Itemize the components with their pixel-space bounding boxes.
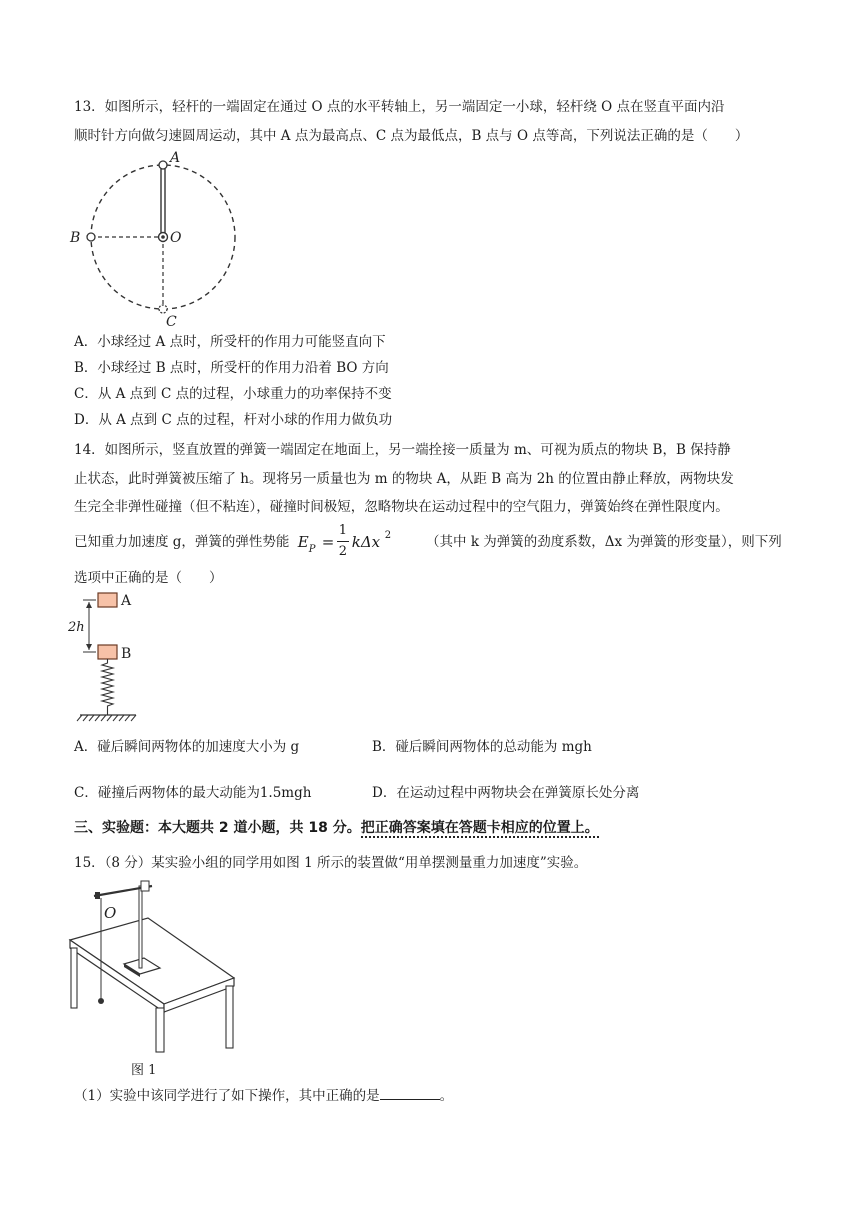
q15-pendulum-apparatus-figure	[68, 878, 243, 1053]
section3-emphasis: 把正确答案填在答题卡相应的位置上。	[360, 820, 599, 836]
q13-label-o: O	[170, 230, 182, 246]
q14-stem-line2: 止状态，此时弹簧被压缩了 h。现将另一质量也为 m 的物块 A，从距 B 高为 2h 的位置由静止释放，两物块发	[74, 471, 734, 487]
q15-figure-caption: 图 1	[131, 1063, 157, 1078]
q15-sub1-end: 。	[439, 1088, 454, 1104]
q15-stem: 15．（8 分）某实验小组的同学用如图 1 所示的装置做“用单摆测量重力加速度”实验。	[74, 855, 588, 871]
q15-sub1-answer-blank[interactable]	[380, 1087, 440, 1100]
formula-eq: =	[321, 533, 335, 551]
formula-den: 2	[338, 544, 348, 559]
formula-num: 1	[338, 523, 348, 538]
q14-stem-line4-pre: 已知重力加速度 g，弹簧的弹性势能	[74, 534, 290, 550]
elastic-energy-formula	[294, 523, 422, 559]
q14-option-a: A．碰后瞬间两物体的加速度大小为 g	[74, 739, 300, 755]
q14-label-a: A	[121, 593, 132, 609]
q14-stem-line4-post: （其中 k 为弹簧的劲度系数，Δx 为弹簧的形变量），则下列	[426, 534, 782, 550]
q13-label-c: C	[166, 314, 177, 330]
q15-sub1-text: （1）实验中该同学进行了如下操作，其中正确的是	[74, 1088, 380, 1104]
q14-stem-line1: 14．如图所示，竖直放置的弹簧一端固定在地面上，另一端拴接一质量为 m、可视为质点的物块 B，B 保持静	[74, 442, 731, 458]
q13-label-a: A	[170, 150, 181, 166]
section3-title: 三、实验题：本大题共 2 道小题，共 18 分。	[74, 820, 361, 836]
q15-subquestion-1	[74, 1086, 453, 1106]
q14-option-c: C．碰撞后两物体的最大动能为1.5mgh	[74, 785, 312, 801]
section3-heading	[74, 818, 599, 838]
q14-option-d: D．在运动过程中两物块会在弹簧原长处分离	[372, 785, 640, 801]
q13-option-d: D．从 A 点到 C 点的过程，杆对小球的作用力做负功	[74, 412, 393, 428]
formula-lhs: E	[297, 533, 309, 551]
q13-label-b: B	[70, 230, 81, 246]
q13-stem-line2: 顺时针方向做匀速圆周运动，其中 A 点为最高点、C 点为最低点，B 点与 O 点等高，下列说法正确的是（ ）	[74, 128, 749, 144]
q13-option-c: C．从 A 点到 C 点的过程，小球重力的功率保持不变	[74, 386, 392, 402]
formula-rhs: kΔx	[351, 533, 381, 551]
q14-option-b: B．碰后瞬间两物体的总动能为 mgh	[372, 739, 592, 755]
q13-option-a: A．小球经过 A 点时，所受杆的作用力可能竖直向下	[74, 334, 386, 350]
q13-stem-line1: 13．如图所示，轻杆的一端固定在通过 O 点的水平转轴上，另一端固定一小球，轻杆绕 O 点在竖直平面内沿	[74, 99, 725, 115]
formula-sub: P	[308, 544, 316, 555]
q14-spring-diagram	[68, 590, 158, 726]
q14-stem-line5: 选项中正确的是（ ）	[74, 570, 223, 586]
q13-option-b: B．小球经过 B 点时，所受杆的作用力沿着 BO 方向	[74, 360, 389, 376]
q14-label-2h: 2h	[68, 620, 85, 635]
formula-exp: 2	[384, 530, 392, 541]
q14-label-b: B	[121, 646, 132, 662]
q15-label-o: O	[104, 904, 117, 922]
q13-circle-diagram	[62, 148, 252, 330]
q14-stem-line4	[74, 523, 782, 559]
q14-stem-line3: 生完全非弹性碰撞（但不粘连），碰撞时间极短，忽略物块在运动过程中的空气阻力，弹簧始终在弹性限度内。	[74, 499, 729, 515]
